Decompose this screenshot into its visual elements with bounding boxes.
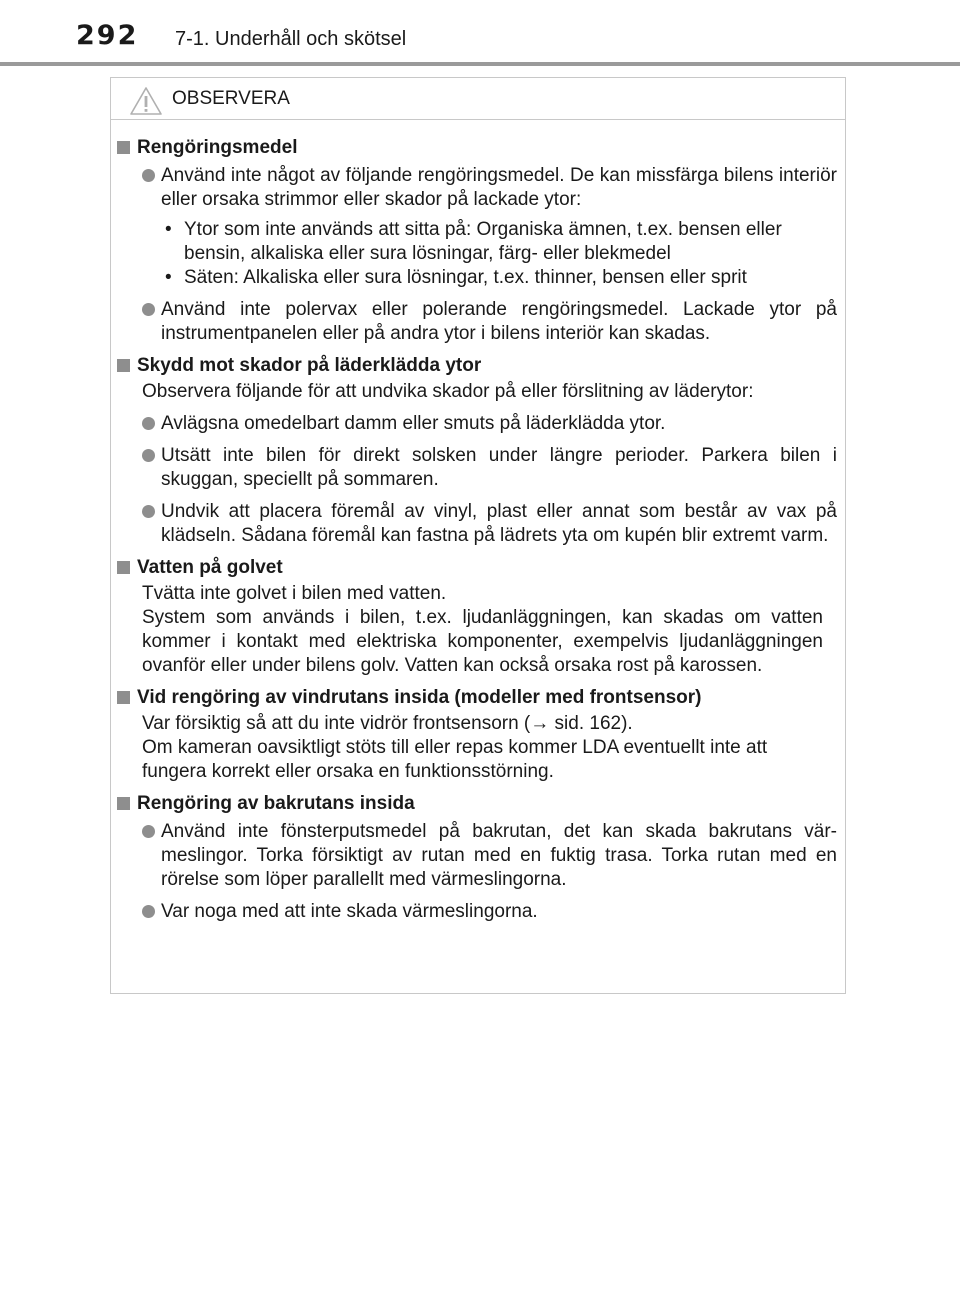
circle-bullet-icon [142,905,155,918]
notice-header [111,78,845,120]
list-item: Använd inte något av följande rengöringsmedel. De kan missfärga bilens interiör eller orsaka strimmor eller skador på lackade ytor: [117,164,837,212]
list-item: Utsätt inte bilen för direkt solsken under längre perioder. Parkera bilen i skuggan, speciellt på sommaren. [117,444,837,492]
sub-list-item: • Säten: Alkaliska eller sura lösningar, t.ex. thinner, bensen eller sprit [165,267,747,288]
square-icon [117,141,130,154]
circle-bullet-icon [142,169,155,182]
section-heading: Rengöring av bakrutans insida [117,792,837,816]
list-item: Avlägsna omedelbart damm eller smuts på läderklädda ytor. [117,412,837,436]
notice-box [110,77,846,994]
paragraph: Var försiktig så att du inte vidrör frontsensorn (→ sid. 162). [142,713,633,734]
paragraph: Om kameran oavsiktligt stöts till eller repas kommer LDA eventuellt inte att fungera korrekt eller orsaka en funktionsstörning. [142,737,768,782]
page-number: 292 [76,20,139,51]
square-icon [117,691,130,704]
section-heading: Skydd mot skador på läderklädda ytor [117,354,837,378]
square-icon [117,359,130,372]
section-title: 7-1. Underhåll och skötsel [175,28,407,50]
warning-triangle-icon [129,86,163,116]
list-item: Var noga med att inte skada värmeslingorna. [117,900,837,924]
square-icon [117,561,130,574]
section-heading: Rengöringsmedel [117,136,837,160]
sub-list-item: • Ytor som inte används att sitta på: Organiska ämnen, t.ex. bensen eller bensin, alkaliska eller sura lösningar, färg- eller blekmedel [165,219,782,264]
list-item: Använd inte polervax eller polerande rengöringsmedel. Lackade ytor på instrumentpanelen eller på andra ytor i bilens interiör kan skadas. [117,298,837,346]
header-rule [0,62,960,66]
section-heading: Vid rengöring av vindrutans insida (modeller med frontsensor) [117,686,837,710]
list-item: Undvik att placera föremål av vinyl, plast eller annat som består av vax på klädseln. Sådana föremål kan fastna på lädrets yta om kupén blir extremt varm. [117,500,837,548]
list-item: Använd inte fönsterputsmedel på bakrutan, det kan skada bakrutans värmeslingor. Torka försiktigt av rutan med en fuktig trasa. Torka rutan med en rörelse som löper parallellt med värmeslingorna. [117,820,837,892]
notice-title: OBSERVERA [172,88,290,109]
circle-bullet-icon [142,417,155,430]
notice-body [111,120,845,924]
circle-bullet-icon [142,303,155,316]
circle-bullet-icon [142,449,155,462]
paragraph: System som används i bilen, t.ex. ljudanläggningen, kan skadas om vatten kommer i kontakt med elektriska komponenter, exempelvis ljudanläggningen ovanför eller under bilens golv. Vatten kan också orsaka rost på karossen. [142,607,823,676]
paragraph: Observera följande för att undvika skador på eller förslitning av läderytor: [142,381,754,402]
section-heading: Vatten på golvet [117,556,837,580]
circle-bullet-icon [142,505,155,518]
circle-bullet-icon [142,825,155,838]
paragraph: Tvätta inte golvet i bilen med vatten. [142,583,447,604]
square-icon [117,797,130,810]
